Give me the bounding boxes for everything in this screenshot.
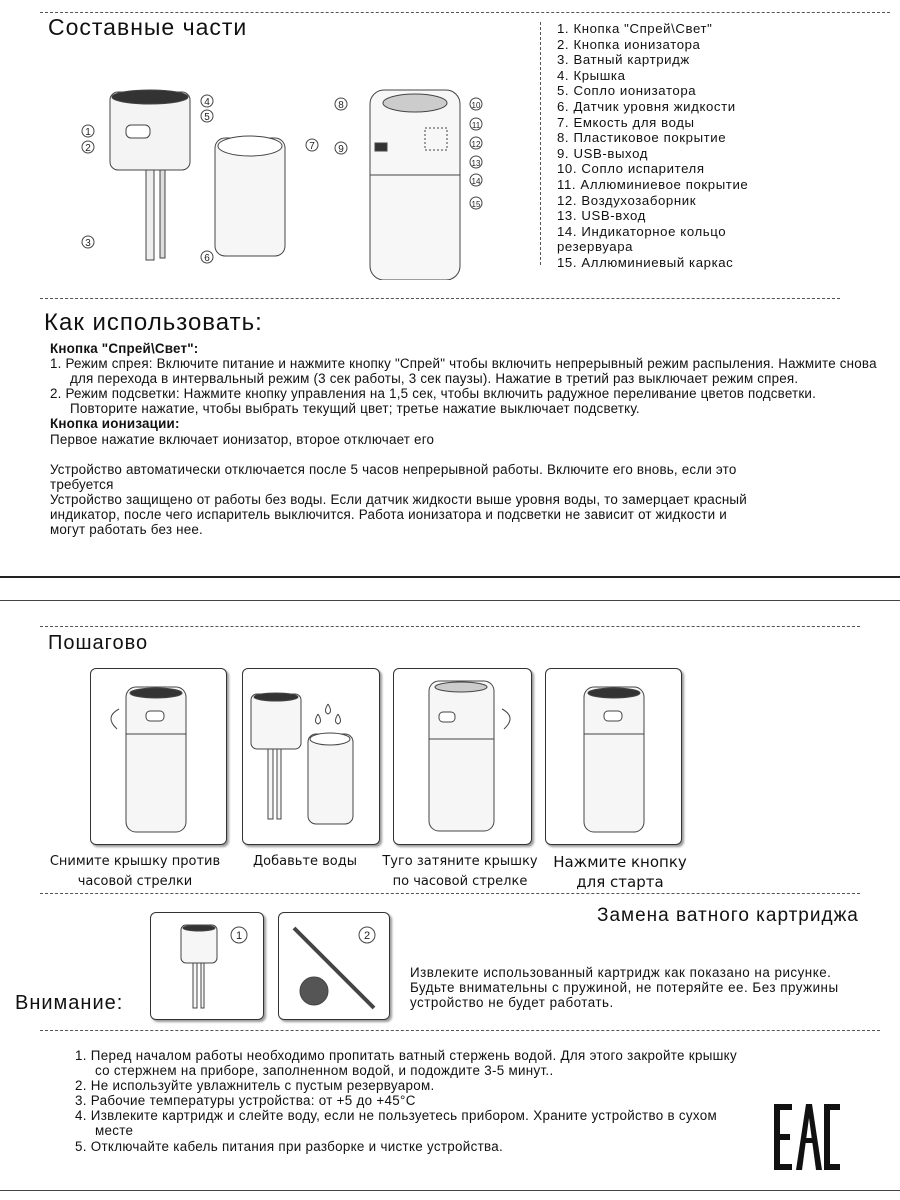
callout: 9 — [338, 144, 344, 155]
step-caption-1: Снимите крышку против часовой стрелки — [49, 854, 221, 889]
step-caption-2: Добавьте воды — [253, 854, 357, 869]
callout: 2 — [85, 143, 91, 154]
spring-icon — [279, 913, 389, 1019]
callout: 8 — [338, 100, 344, 111]
page-bottom-line — [0, 1190, 900, 1191]
add-water-icon — [243, 669, 379, 844]
steps-title: Пошагово — [48, 632, 149, 654]
callout: 15 — [471, 200, 481, 209]
divider — [40, 893, 860, 894]
step-caption-4: Нажмите кнопку для старта — [553, 853, 687, 891]
callout: 4 — [204, 97, 210, 108]
part-item: 11. Аллюминиевое покрытие — [557, 176, 749, 192]
divider — [40, 298, 840, 299]
parts-diagram — [0, 0, 540, 280]
usage-title: Как использовать: — [44, 309, 263, 336]
callout: 6 — [204, 253, 210, 264]
part-item: 10. Сопло испарителя — [557, 161, 705, 177]
callout: 14 — [471, 177, 481, 186]
callout: 11 — [471, 121, 481, 130]
ion-heading: Кнопка ионизации: — [50, 416, 180, 432]
step-image-3 — [393, 668, 532, 845]
part-item: 7. Емкость для воды — [557, 114, 695, 130]
part-item: 8. Пластиковое покрытие — [557, 130, 727, 146]
device-icon — [546, 669, 681, 844]
callout: 12 — [471, 140, 481, 149]
part-item: 14. Индикаторное кольцо резервуара — [557, 223, 727, 255]
step-caption-3: Туго затяните крышку по часовой стрелке — [382, 854, 538, 889]
cartridge-title: Замена ватного картриджа — [597, 905, 859, 926]
step-image-4 — [545, 668, 682, 845]
part-item: 5. Сопло ионизатора — [557, 83, 697, 99]
warning-item: 1. Перед началом работы необходимо пропитать ватный стержень водой. Для этого закройте крышку со стержнем на приборе, заполненном водой, и подождите 3-5 минут.. — [75, 1048, 737, 1079]
divider — [540, 22, 541, 265]
warning-item: 4. Извлеките картридж и слейте воду, если не пользуетесь прибором. Храните устройство в сухом месте — [75, 1108, 718, 1139]
badge: 2 — [363, 930, 371, 942]
step-image-1 — [90, 668, 227, 845]
ion-text: Первое нажатие включает ионизатор, второе отключает его — [50, 431, 435, 447]
warning-item: 2. Не используйте увлажнитель с пустым резервуаром. — [75, 1078, 435, 1094]
page-break — [0, 600, 900, 601]
callout: 10 — [471, 101, 481, 110]
callout: 7 — [309, 141, 315, 152]
part-item: 3. Ватный картридж — [557, 52, 690, 68]
warning-list — [75, 1048, 755, 1154]
part-item: 6. Датчик уровня жидкости — [557, 98, 736, 114]
part-item: 4. Крышка — [557, 67, 626, 83]
spray-item: 1. Режим спрея: Включите питание и нажмите кнопку "Спрей" чтобы включить непрерывный режим распыления. Нажмите снова для перехода в интервальный режим (3 сек работы, 3 сек паузы). Нажатие в третий раз выключает режим спрея. — [50, 356, 877, 387]
divider — [40, 1030, 880, 1031]
step-image-2 — [242, 668, 380, 845]
parts-title: Составные части — [48, 14, 248, 40]
warning-item: 3. Рабочие температуры устройства: от +5 до +45°C — [75, 1093, 416, 1109]
part-item: 9. USB-выход — [557, 145, 649, 161]
callout: 5 — [204, 112, 210, 123]
callout: 1 — [85, 127, 91, 138]
part-item: 15. Аллюминиевый каркас — [557, 254, 734, 270]
parts-list — [557, 21, 748, 271]
warning-item: 5. Отключайте кабель питания при разборке и чистке устройства. — [75, 1138, 504, 1154]
callout: 13 — [471, 159, 481, 168]
part-item: 12. Воздухозаборник — [557, 192, 697, 208]
badge: 1 — [235, 930, 243, 942]
spray-item: 2. Режим подсветки: Нажмите кнопку управления на 1,5 сек, чтобы включить радужное переливание цветов подсветки. Повторите нажатие, чтобы выбрать текущий цвет; третье нажатие выключает подсветку. — [50, 386, 817, 417]
part-item: 1. Кнопка "Спрей\Свет" — [557, 21, 713, 36]
cartridge-text: Извлеките использованный картридж как показано на рисунке. Будьте внимательны с пружиной, не потеряйте ее. Без пружины устройство не будет работать. — [410, 965, 839, 1010]
warning-title: Внимание: — [15, 992, 124, 1014]
spray-heading: Кнопка "Спрей\Свет": — [50, 341, 199, 356]
device-icon — [91, 669, 226, 844]
part-item: 2. Кнопка ионизатора — [557, 36, 701, 52]
eac-logo — [772, 1104, 842, 1174]
callout: 3 — [85, 238, 91, 249]
part-item: 13. USB-вход — [557, 208, 646, 224]
page-break — [0, 576, 900, 578]
protection-text: Устройство защищено от работы без воды. Если датчик жидкости выше уровня воды, то замерцает красный индикатор, после чего испаритель выключится. Работа ионизатора и подсветки не зависит от жидкости и могут работать без нее. — [50, 491, 747, 538]
cartridge-remove-icon — [151, 913, 263, 1019]
cartridge-image-2 — [278, 912, 390, 1020]
auto-off-text: Устройство автоматически отключается после 5 часов непрерывной работы. Включите его вновь, если это требуется — [50, 461, 737, 492]
device-icon — [394, 669, 531, 844]
cartridge-image-1 — [150, 912, 264, 1020]
usage-text — [50, 341, 880, 537]
divider — [40, 626, 860, 627]
